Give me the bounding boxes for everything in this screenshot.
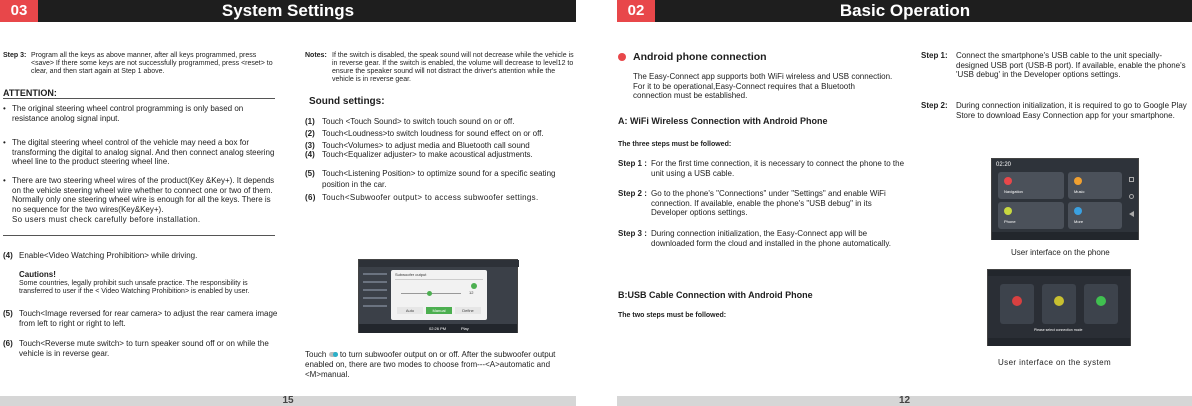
screenshot-play-label: Play — [461, 326, 469, 331]
attention-item-4: So users must check carefully before installation. — [12, 215, 201, 224]
item4-text: Enable<Video Watching Prohibition> while driving. — [19, 251, 198, 260]
item4-block: (4) Enable<Video Watching Prohibition> while driving. — [3, 251, 278, 261]
item6-text: Touch<Reverse mute switch> to turn speaker sound off or on while the vehicle is in reverse gear. — [19, 339, 269, 358]
wifi-step-2: Step 2 : Go to the phone's "Connections" under "Settings" and enable WiFi connection. If available, enable the phone's "USB debug" in its Developer options settings. — [618, 189, 886, 217]
notes-text: If the switch is disabled, the speak sound will not decrease while the vehicle is in reverse gear. If the switch is enabled, the volume will decrease to level12 to ensure the speaker sound will not distract the driver's attention while the vehicle is in reverse gear. — [332, 52, 574, 83]
sound-item-6: (6) Touch<Subwoofer output> to access subwoofer settings. — [305, 193, 539, 202]
phone-ui-time: 02:20 — [996, 162, 1012, 168]
sound-item-1: (1) Touch <Touch Sound> to switch touch sound on or off. — [305, 117, 515, 126]
usb-title: B:USB Cable Connection with Android Phone — [618, 290, 813, 300]
phone-caption: User interface on the phone — [1011, 248, 1110, 257]
step3-label: Step 3: — [3, 52, 27, 59]
step3-block — [3, 52, 279, 76]
sound-item-4: (4) Touch<Equalizer adjuster> to make acoustical adjustments. — [305, 150, 533, 159]
right-header-title: Basic Operation — [839, 1, 971, 20]
item5-text: Touch<Image reversed for rear camera> to adjust the rear camera image from left to right or right to left. — [19, 309, 278, 328]
phone-side-buttons — [1127, 173, 1136, 229]
sound-title: Sound settings: — [309, 96, 385, 107]
right-footer: 12 — [617, 396, 1192, 406]
more-icon — [1074, 207, 1082, 215]
screenshot-clock: 02:26 PM — [429, 326, 447, 331]
subwoofer-screenshot — [358, 259, 518, 333]
mode-1-icon — [1012, 296, 1022, 306]
wifi-step-1: Step 1 : For the first time connection, it is necessary to connect the phone to the unit using a USB cable. — [618, 159, 905, 178]
attention-rule — [3, 98, 275, 99]
mode-define-button[interactable]: Define — [455, 307, 481, 314]
tile-music[interactable]: Music — [1068, 172, 1122, 199]
wifi-step-3: Step 3 : During connection initialization, the Easy-Connect app will be downloaded form the cloud and installed in the phone automatically. — [618, 229, 892, 248]
cautions-title: Cautions! — [19, 270, 56, 279]
wifi-sub: The three steps must be followed: — [618, 141, 732, 148]
step3-text: Program all the keys as above manner, after all keys programmed, press <save> If there some keys are not successfully programmed, press <reset> to clear, and then start again at Step 1 above. — [31, 52, 273, 75]
tile-more[interactable]: More — [1068, 202, 1122, 229]
music-icon — [1074, 177, 1082, 185]
subwoofer-dialog — [391, 270, 487, 320]
attention-item-2: • The digital steering wheel control of the vehicle may need a box for transforming the digital to analog signal. And then connect analog steering wheel line to the product steering wheel line. — [3, 138, 275, 166]
tile-navigation[interactable]: Navigation — [998, 172, 1064, 199]
usb-step-1: Step 1: Connect the smartphone's USB cable to the unit specially-designed USB port (USB-B port). If available, enable the phone's 'USB debug' in the Developer options settings. — [921, 51, 1186, 79]
mode-card-3[interactable] — [1084, 284, 1118, 324]
phone-ui-screenshot — [991, 158, 1139, 240]
sound-item-2: (2) Touch<Loudness>to switch loudness for sound effect on or off. — [305, 129, 544, 138]
mode-card-1[interactable] — [1000, 284, 1034, 324]
usb-step-2: Step 2: During connection initialization, it is required to go to Google Play Store to download Easy Connection app for your smartphone. — [921, 101, 1187, 120]
screenshot-side-list — [361, 269, 389, 323]
subwoofer-toggle[interactable] — [471, 283, 477, 289]
tile-phone[interactable]: Phone — [998, 202, 1064, 229]
attention-bottom-rule — [3, 235, 275, 236]
item5-block: (5) Touch<Image reversed for rear camera> to adjust the rear camera image from left to right or right to left. — [3, 309, 278, 328]
phone-icon — [1004, 207, 1012, 215]
toggle-icon — [329, 352, 338, 357]
left-page-tag: 03 — [0, 0, 38, 22]
bullet-icon — [618, 53, 626, 61]
attention-item-3: • There are two steering wheel wires of the product(Key &Key+). It depends on the vehicle steering wheel wire whether to connect one or two of them. Normally only one steering wheel wire is enough for all the keys. There is no sequence for the two wires(Key&Key+). — [3, 176, 275, 214]
system-caption: User interface on the system — [998, 358, 1112, 367]
mode-manual-button[interactable]: Manual — [426, 307, 452, 314]
sound-item-3: (3) Touch<Volumes> to adjust media and Bluetooth call sound — [305, 141, 530, 150]
navigation-icon — [1004, 177, 1012, 185]
system-ui-screenshot — [987, 269, 1131, 346]
android-title: Android phone connection — [633, 51, 767, 63]
screenshot-nav-bar — [359, 324, 517, 333]
system-notice: Please select connection mode — [1034, 328, 1083, 332]
sound-item-5: (5) Touch<Listening Position> to optimize sound for a specific seating position in the car. — [305, 169, 556, 189]
left-footer: 15 — [0, 396, 576, 406]
right-page-tag: 02 — [617, 0, 655, 22]
usb-sub: The two steps must be followed: — [618, 312, 727, 319]
phone-ui-status — [992, 232, 1138, 240]
item6-block: (6) Touch<Reverse mute switch> to turn speaker sound off or on while the vehicle is in reverse gear. — [3, 339, 279, 358]
subwoofer-slider-thumb[interactable] — [427, 291, 432, 296]
cautions-text: Some countries, legally prohibit such unsafe practice. The responsibility is transferred to user if the < Video Watching Prohibition> is enabled by user. — [19, 280, 250, 295]
mode-3-icon — [1096, 296, 1106, 306]
attention-title: ATTENTION: — [3, 88, 57, 98]
subwoofer-dialog-title: Subwoofer output — [395, 272, 427, 277]
mode-auto-button[interactable]: Auto — [397, 307, 423, 314]
subwoofer-level: 12 — [469, 290, 474, 295]
attention-item-1: • The original steering wheel control programming is only based on resistance anolog signal input. — [3, 104, 244, 123]
mode-card-2[interactable] — [1042, 284, 1076, 324]
screenshot-status-bar — [359, 260, 519, 267]
wifi-title: A: WiFi Wireless Connection with Android Phone — [618, 116, 828, 126]
android-intro: The Easy-Connect app supports both WiFi wireless and USB connection. For it to be operational,Easy-Connect requires that a Bluetooth connection must be established. — [633, 72, 893, 100]
notes-block: Notes: If the switch is disabled, the speak sound will not decrease while the vehicle is in reverse gear. If the switch is enabled, the volume will decrease to level12 to ensure the speaker sound will not distract the driver's attention while the vehicle is in reverse gear. — [305, 52, 577, 84]
left-header-title: System Settings — [221, 1, 355, 20]
subwoofer-caption: Touch to turn subwoofer output on or off. After the subwoofer output enabled on, there are two modes to choose from---<A>automatic and <M>manual. — [305, 350, 556, 379]
mode-2-icon — [1054, 296, 1064, 306]
